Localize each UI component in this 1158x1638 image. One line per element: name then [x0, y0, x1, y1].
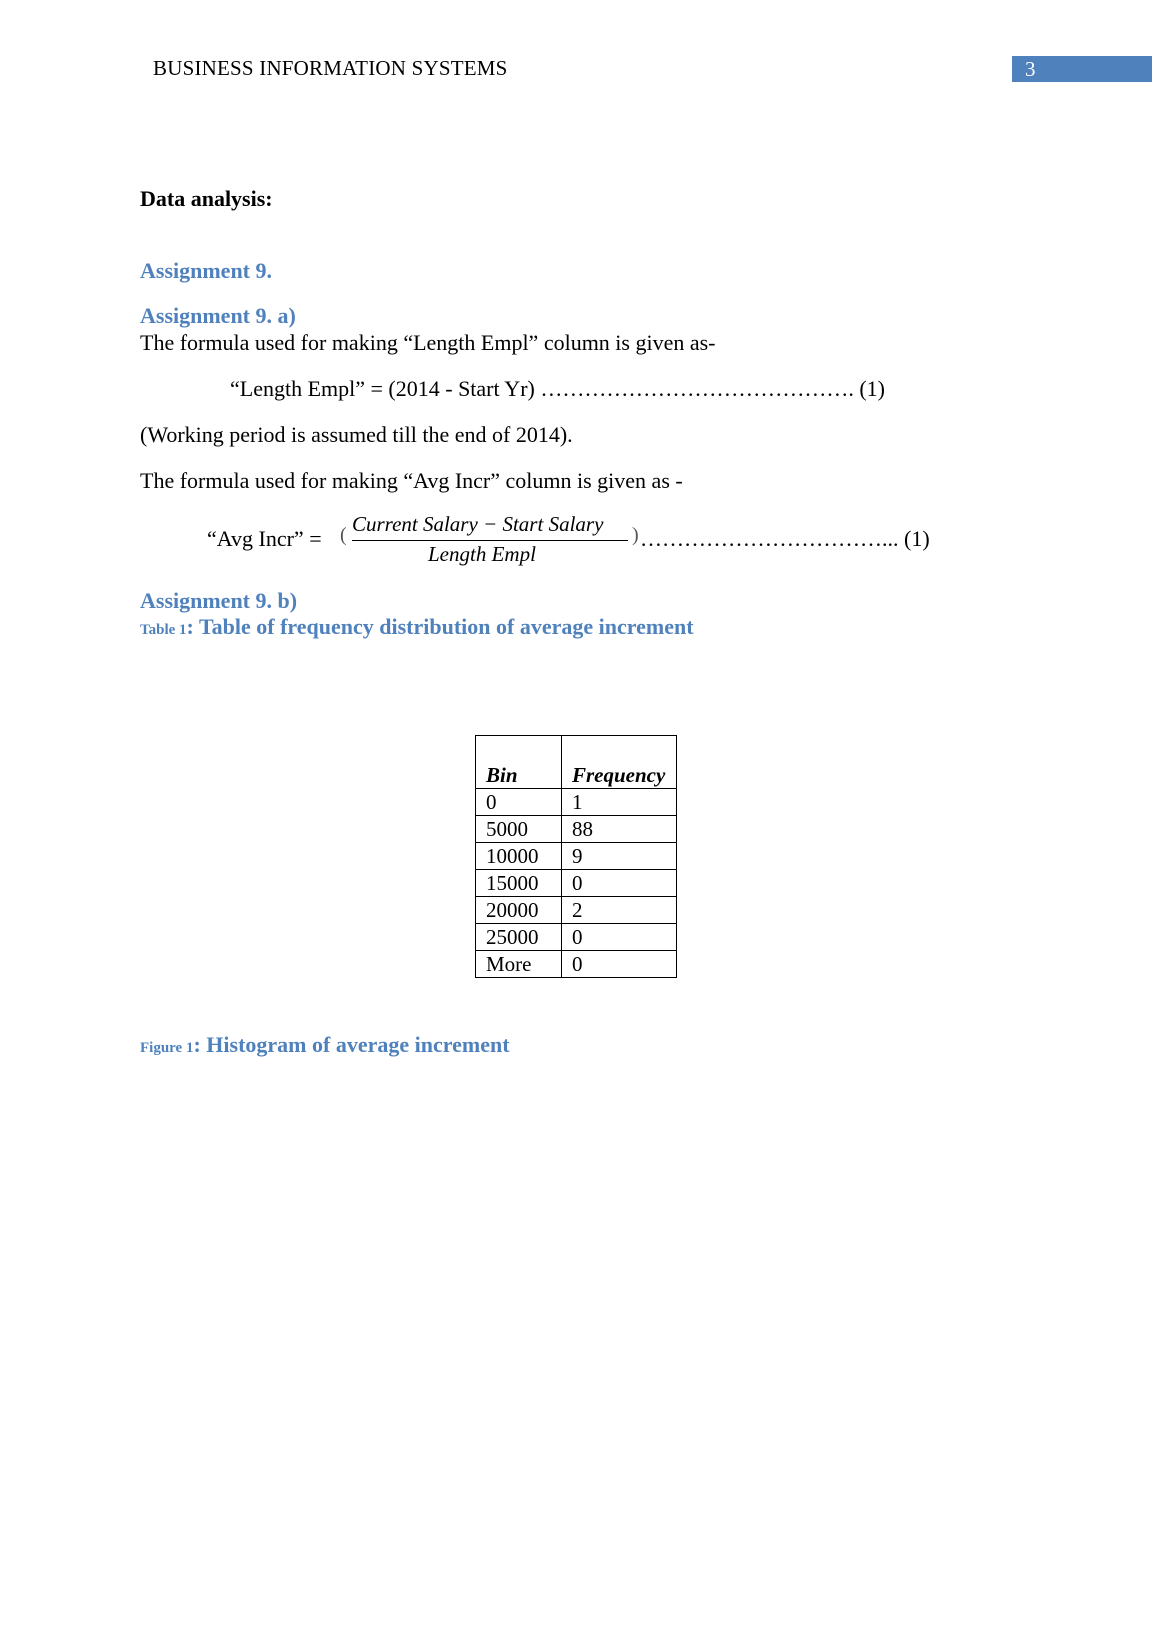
table-cell-bin: 0	[476, 789, 562, 816]
figure-caption-prefix: Figure 1	[140, 1040, 194, 1056]
assignment-heading: Assignment 9.	[140, 258, 273, 283]
table-cell-frequency: 1	[562, 789, 677, 816]
open-paren: (	[340, 524, 347, 546]
table-cell-bin: 20000	[476, 897, 562, 924]
table-row	[476, 951, 677, 978]
table-header-row	[476, 736, 677, 789]
table-cell-bin: 25000	[476, 924, 562, 951]
table-row	[476, 870, 677, 897]
table-row	[476, 924, 677, 951]
table-cell-frequency: 0	[562, 951, 677, 978]
table-cell-frequency: 0	[562, 924, 677, 951]
frequency-table	[475, 735, 677, 978]
table-cell-bin: 10000	[476, 843, 562, 870]
assignment-part-a-heading: Assignment 9. a)	[140, 303, 296, 328]
running-header-title: BUSINESS INFORMATION SYSTEMS	[153, 56, 508, 80]
table-cell-bin: 5000	[476, 816, 562, 843]
table-cell-frequency: 0	[562, 870, 677, 897]
table-cell-frequency: 9	[562, 843, 677, 870]
table-row	[476, 789, 677, 816]
fraction-bar	[352, 540, 628, 541]
table-cell-frequency: 88	[562, 816, 677, 843]
table-cell-frequency: 2	[562, 897, 677, 924]
avg-incr-formula-rhs: ……………………………... (1)	[640, 526, 930, 551]
fraction-denominator: Length Empl	[428, 542, 536, 566]
close-paren: )	[632, 524, 639, 546]
table-header-bin: Bin	[476, 736, 562, 789]
table-caption	[140, 614, 694, 640]
table-caption-prefix: Table 1	[140, 622, 187, 638]
table-cell-bin: More	[476, 951, 562, 978]
length-empl-formula: “Length Empl” = (2014 - Start Yr) ……………………………………. (1)	[230, 376, 885, 401]
table-header-frequency: Frequency	[562, 736, 677, 789]
avg-incr-formula-lhs: “Avg Incr” =	[207, 526, 322, 551]
fraction-numerator: Current Salary − Start Salary	[352, 512, 604, 536]
working-period-note: (Working period is assumed till the end of 2014).	[140, 422, 573, 447]
table-cell-bin: 15000	[476, 870, 562, 897]
formula-intro-text: The formula used for making “Length Empl” column is given as-	[140, 330, 716, 355]
table-row	[476, 816, 677, 843]
page-number-badge: 3	[1012, 56, 1152, 82]
figure-caption	[140, 1032, 510, 1058]
avg-incr-intro-text: The formula used for making “Avg Incr” column is given as -	[140, 468, 683, 493]
table-caption-text: : Table of frequency distribution of average increment	[186, 614, 694, 639]
assignment-part-b-heading: Assignment 9. b)	[140, 588, 298, 613]
table-row	[476, 843, 677, 870]
section-heading: Data analysis:	[140, 186, 273, 211]
figure-caption-text: : Histogram of average increment	[193, 1032, 510, 1057]
table-row	[476, 897, 677, 924]
